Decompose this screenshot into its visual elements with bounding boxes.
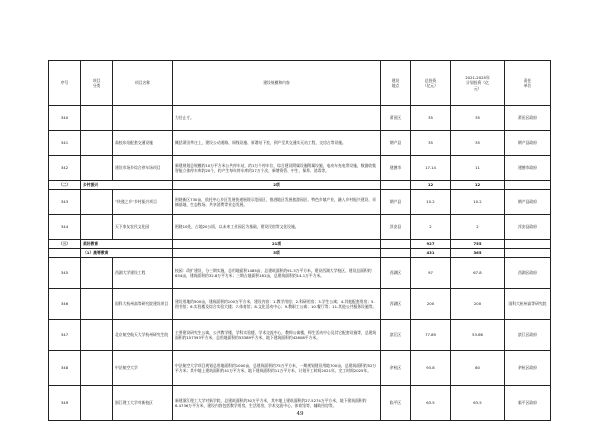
row-name: 建设市场乡综合停车场项目 — [113, 156, 173, 181]
row-seq: 347 — [49, 320, 81, 351]
section-count: 5项 — [173, 249, 381, 258]
header-category: 项目 分类 — [81, 61, 113, 106]
page-number: 49 — [296, 411, 304, 417]
section-count: 21项 — [173, 240, 381, 249]
row-content: 力任止寸。 — [173, 106, 381, 131]
row-seq: 348 — [49, 351, 81, 386]
row-location: 莆田区 — [381, 106, 411, 131]
row-total-investment: 77.89 — [411, 320, 451, 351]
row-name: 天下家友农民文化园 — [113, 215, 173, 240]
section-plan-investment: 12 — [451, 181, 505, 190]
row-name: 中法航空大学 — [113, 351, 173, 386]
row-total-investment: 35 — [411, 131, 451, 156]
row-total-investment: 200 — [411, 289, 451, 320]
section-total-investment: 12 — [411, 181, 451, 190]
row-plan-investment: 35 — [451, 106, 505, 131]
header-responsible: 责任 单位 — [505, 61, 551, 106]
row-seq: 344 — [49, 215, 81, 240]
row-total-investment: 2 — [411, 215, 451, 240]
table-row — [49, 131, 551, 156]
section-location — [381, 249, 411, 258]
row-responsible: 钢产县政府 — [505, 190, 551, 215]
row-responsible: 淳安县政府 — [505, 215, 551, 240]
row-category — [81, 131, 113, 156]
row-name: 高校东站配套交通设施 — [113, 131, 173, 156]
row-name — [113, 106, 173, 131]
section-location — [381, 240, 411, 249]
header-seq: 序号 — [49, 61, 81, 106]
row-content: 中法航空大学项目规划总用地面积约1000亩，总建筑面积约75万平方米，一期规划建设用地700亩，总建筑面积约52万平方米；其中地上建筑面积约41万平方米，地下建筑面积约11万平方米，计划开工时间2021年，完工时间2025年。 — [173, 351, 381, 386]
table-row — [49, 289, 551, 320]
header-plan-investment: 2021-2025年 计划投资（亿 元） — [451, 61, 505, 106]
row-total-investment: 93.8 — [411, 351, 451, 386]
table-header-row — [49, 61, 551, 106]
table-row — [49, 215, 551, 240]
row-seq: 341 — [49, 131, 81, 156]
row-content: 围绕新区730亩，依托中心乡区发展快递展现示范园区，推进地区发展旅游园区、特色乡镇产业，融入乡村振兴建设、采摘基地、生态牧场、共享消费等业态发展。 — [173, 190, 381, 215]
row-category — [81, 258, 113, 289]
row-responsible: 临平区政府 — [505, 386, 551, 421]
row-plan-investment: 63.5 — [451, 386, 505, 421]
row-location: 西湖区 — [381, 289, 411, 320]
row-location: 西湖区 — [381, 258, 411, 289]
section-total-investment: 431 — [411, 249, 451, 258]
row-plan-investment: 53.66 — [451, 320, 505, 351]
row-plan-investment: 200 — [451, 289, 505, 320]
row-category — [81, 190, 113, 215]
row-location: 建德市 — [381, 156, 411, 181]
row-name: “快递之乡”乡村振兴项目 — [113, 190, 173, 215]
row-name: 国科大杭州高等研究院建设项目 — [113, 289, 173, 320]
row-seq: 340 — [49, 106, 81, 131]
row-content: 概括莆田莘庄上，建设公动道路、网线设施、原谱站下室，到产至其交通实无站工程，交房占等设施。 — [173, 131, 381, 156]
row-category — [81, 156, 113, 181]
row-content: 新建规划总规模约10万平方米公共停车站，约1万个停车位，综合建设附属设施附属设施，电动车充电等设施，数据收集智能立体停车库约20个，约产生每年停车库约27万个次，新增资管、中生、保养、消毒等。 — [173, 156, 381, 181]
row-seq: 345 — [49, 258, 81, 289]
row-plan-investment: 80 — [451, 351, 505, 386]
section-row — [49, 240, 551, 249]
section-seq: （二） — [49, 181, 81, 190]
section-count: 2项 — [173, 181, 381, 190]
row-location: 钢产县 — [381, 190, 411, 215]
row-content: 建设用地约500亩，建筑面积约100万平方米，建设内容：1.教学用房；2.科研用房；3.学生公寓；4.其他配套用房；5.图书馆；6.实验楼及综合实验大楼；7.体育馆；8.文化活动中心；9.教职工公寓；10.餐厅等；11.其他公共服务设施等。 — [173, 289, 381, 320]
table-row — [49, 320, 551, 351]
row-total-investment: 97 — [411, 258, 451, 289]
section-plan-investment: 755 — [451, 240, 505, 249]
section-category: 乡村振兴 — [81, 181, 173, 190]
row-responsible: 钢产县政府 — [505, 131, 551, 156]
row-seq: 349 — [49, 386, 81, 421]
row-responsible: 国科大杭州高等研究院 — [505, 289, 551, 320]
header-total-investment: 总投资 （亿元） — [411, 61, 451, 106]
row-total-investment: 10.2 — [411, 190, 451, 215]
row-content: 主要建设研究生公寓，公共教学楼，学科实验楼，学术交流中心，教师公寓楼，师生活动中心及其它配套设施等，总建筑面积约157393平方米，总用地面积约53389平方米，地下建筑面积约42608平方米。 — [173, 320, 381, 351]
row-content: 围绕10处，占地20公顷，以未来工业园区为基础，建设民宿等文化设施。 — [173, 215, 381, 240]
section-row — [49, 249, 551, 258]
section-category: （1）高等教育 — [81, 249, 173, 258]
section-row — [49, 181, 551, 190]
section-total-investment: 927 — [411, 240, 451, 249]
section-location — [381, 181, 411, 190]
row-seq: 342 — [49, 156, 81, 181]
row-name: 浙江理工大学对新校区 — [113, 386, 173, 421]
project-table — [48, 60, 551, 421]
row-total-investment: 63.5 — [411, 386, 451, 421]
row-location: 钢产县 — [381, 131, 411, 156]
row-plan-investment: 10.2 — [451, 190, 505, 215]
row-category — [81, 215, 113, 240]
row-category — [81, 320, 113, 351]
table-body — [49, 106, 551, 421]
row-total-investment: 17.14 — [411, 156, 451, 181]
table-row — [49, 351, 551, 386]
row-responsible: 西湖区政府 — [505, 258, 551, 289]
header-content: 建设规模和内容 — [173, 61, 381, 106]
section-responsible — [505, 249, 551, 258]
section-seq — [49, 249, 81, 258]
header-location: 建设 地点 — [381, 61, 411, 106]
row-plan-investment: 67.8 — [451, 258, 505, 289]
table-row — [49, 258, 551, 289]
section-category: 美好教育 — [81, 240, 173, 249]
row-responsible: 建德市政府 — [505, 156, 551, 181]
row-seq: 343 — [49, 190, 81, 215]
section-seq: （三） — [49, 240, 81, 249]
row-location: 滨江区 — [381, 320, 411, 351]
row-plan-investment: 2 — [451, 215, 505, 240]
row-location: 淳安县 — [381, 215, 411, 240]
row-plan-investment: 11 — [451, 156, 505, 181]
section-responsible — [505, 181, 551, 190]
header-name: 项目名称 — [113, 61, 173, 106]
section-plan-investment: 365 — [451, 249, 505, 258]
section-responsible — [505, 240, 551, 249]
row-responsible: 莆田区政府 — [505, 106, 551, 131]
row-name: 西湖大学建设工程 — [113, 258, 173, 289]
row-category — [81, 351, 113, 386]
table-row — [49, 190, 551, 215]
row-seq: 346 — [49, 289, 81, 320]
row-content: 校园：改扩建设，分三期实施，总用地面积1485亩，总建筑面积约91.3万平方米，建设西湖大学校区，建设总面积约634亩，建筑面积约32.8万平方米；三期占地面积181亩，总建筑面积约14.1万平方米。 — [173, 258, 381, 289]
table-row — [49, 156, 551, 181]
row-location: 余杭区 — [381, 351, 411, 386]
row-total-investment: 35 — [411, 106, 451, 131]
row-location: 临平区 — [381, 386, 411, 421]
row-content: 新建浙江理工大学对新学院，总建筑面积约30万平方米，其中地上建筑面积约27.5274万平方米，地下建筑面积约6.4736万平方米，建设内容包括教学用房，生活用房，学术交流中心，体育馆等，辅助用房等。 — [173, 386, 381, 421]
row-responsible: 余杭区政府 — [505, 351, 551, 386]
row-responsible: 滨江区政府 — [505, 320, 551, 351]
table-row — [49, 106, 551, 131]
row-plan-investment: 35 — [451, 131, 505, 156]
row-name: 北京航空航天大学杭州研究生院 — [113, 320, 173, 351]
row-category — [81, 106, 113, 131]
row-category — [81, 289, 113, 320]
